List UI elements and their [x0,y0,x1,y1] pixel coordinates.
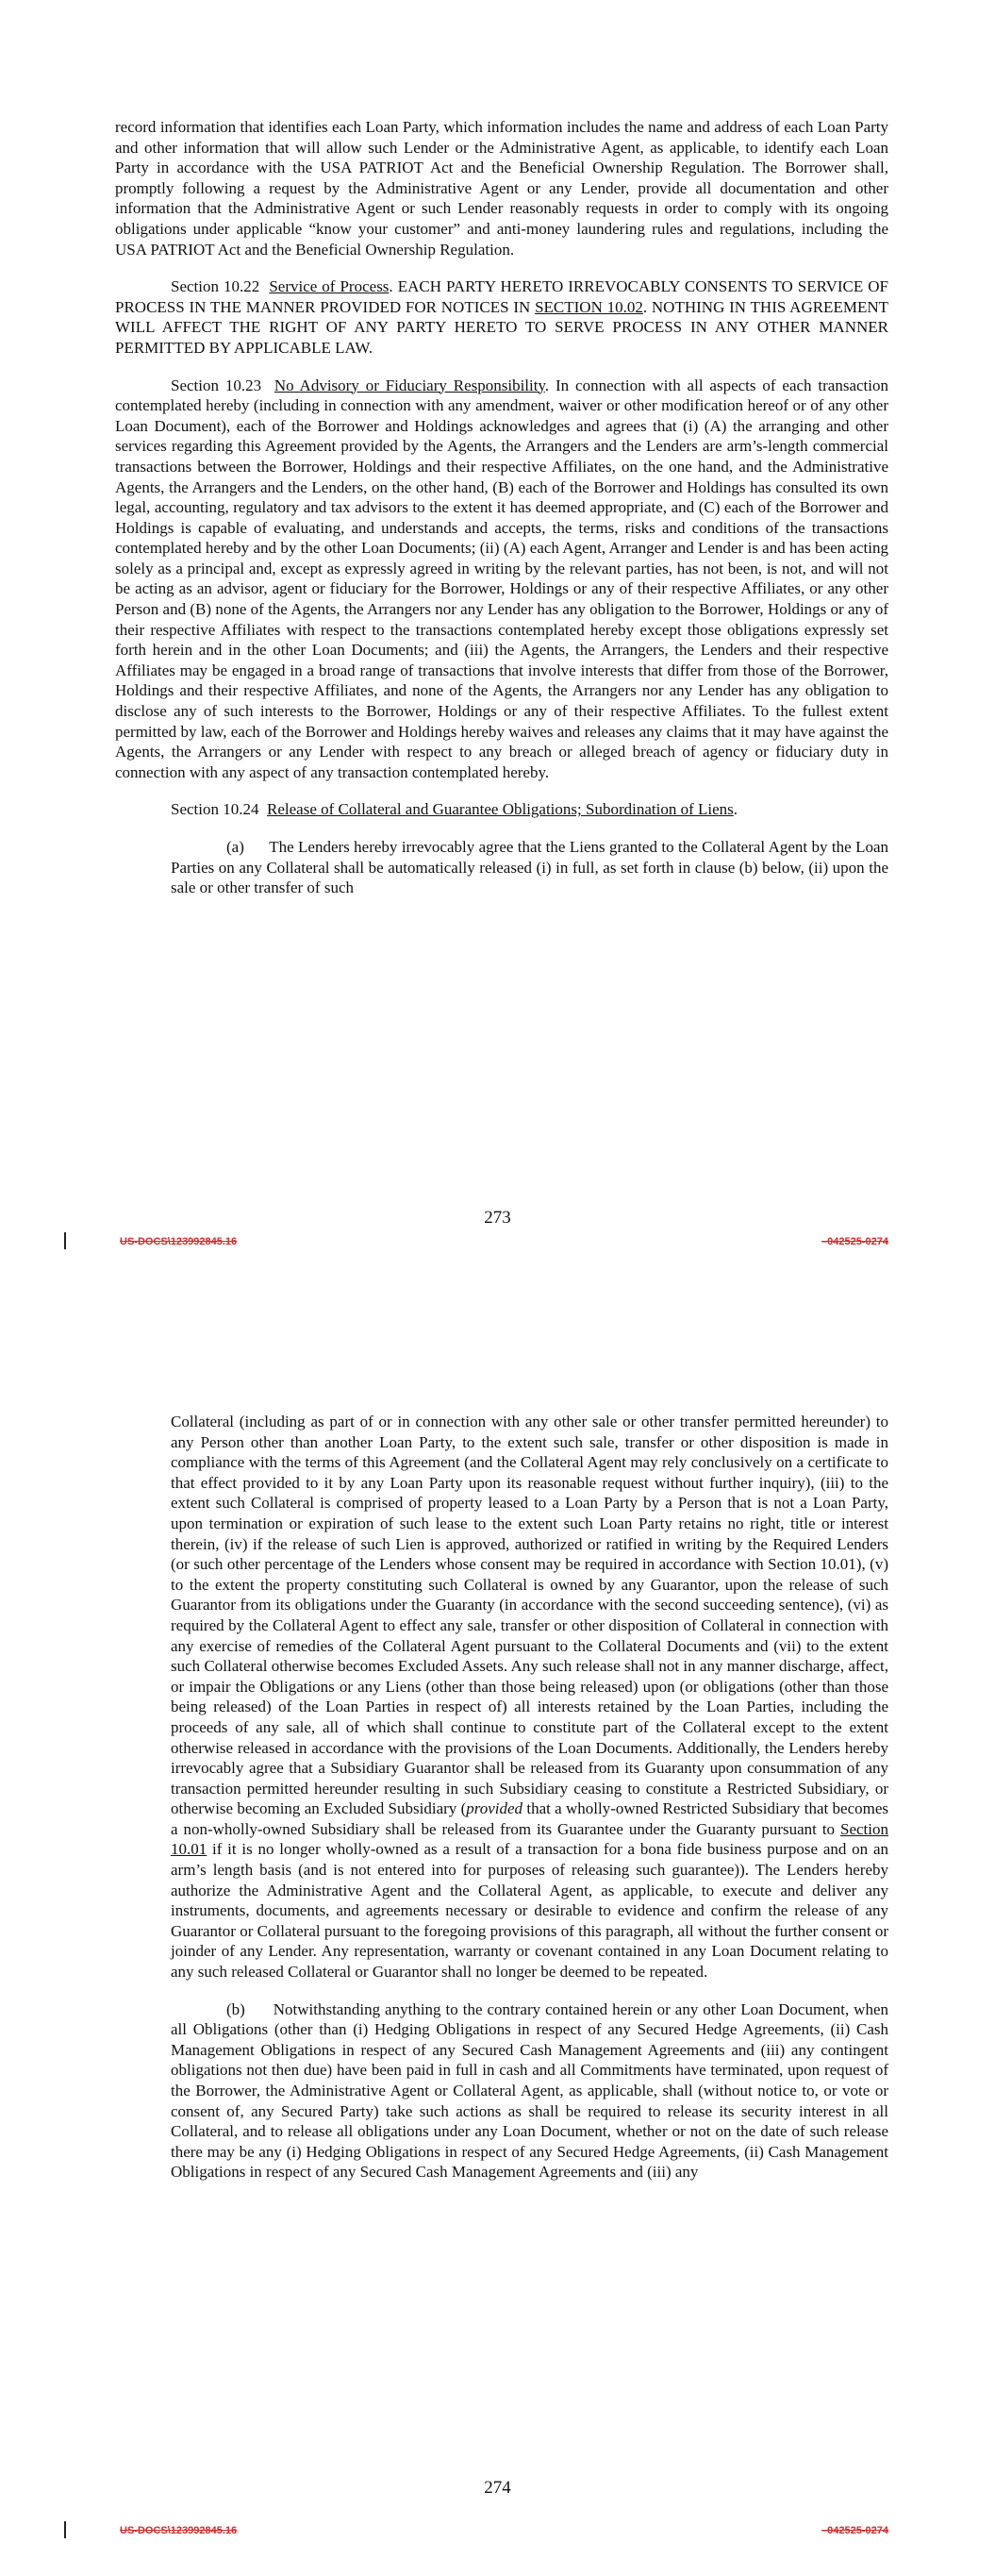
section-title: Release of Collateral and Guarantee Obligations; Subordination of Liens [267,800,734,819]
footer-doc-id: US-DOCS\123992845.16 [120,1236,238,1247]
section-label: Section 10.23 [171,376,262,394]
cross-reference: Section 10.01 [171,1819,888,1859]
section-text: . In connection with all aspects of each transaction contemplated hereby (including in connection with any amendment, waiver or other modification hereof or of any other Loan Document), each of the Borrower and Holdings acknowledges and agrees that (i) (A) the arranging and other services regarding this Agreement provided by the Agents, the Arrangers and the Lenders are arm’s-length commercial transactions between the Borrower, Holdings and their respective Affiliates, on the one hand, and the Administrative Agents, the Arrangers and the Lenders, on the other hand, (B) each of the Borrower and Holdings has consulted its own legal, accounting, regulatory and tax advisors to the extent it has deemed appropriate, and (C) each of the Borrower and Holdings is capable of evaluating, and understands and accepts, the terms, risks and conditions of the transactions contemplated hereby and by the other Loan Documents; (ii) (A) each Agent, Arranger and Lender is and has been acting solely as a principal and, except as expressly agreed in writing by the relevant parties, has not been, is not, and will not be acting as an advisor, agent or fiduciary for the Borrower, Holdings or any of their respective Affiliates, or any other Person and (B) none of the Agents, the Arrangers nor any Lender has any obligation to the Borrower, Holdings or any of their respective Affiliates with respect to the transactions contemplated hereby except those obligations expressly set forth herein and in the other Loan Documents; and (iii) the Agents, the Arrangers, the Lenders and their respective Affiliates may be engaged in a broad range of transactions that involve interests that differ from those of the Borrower, Holdings and their respective Affiliates, and none of the Agents, the Arrangers nor any Lender has any obligation to disclose any of such interests to the Borrower, Holdings or any of their respective Affiliates. To the fullest extent permitted by law, each of the Borrower and Holdings hereby waives and releases any claims that it may have against the Agents, the Arrangers or any Lender with respect to any breach or alleged breach of agency or fiduciary duty in connection with any aspect of any transaction contemplated hereby. [115,376,888,781]
page-body [115,117,888,915]
clause-text: Notwithstanding anything to the contrary contained herein or any other Loan Document, when all Obligations (other than (i) Hedging Obligations in respect of any Secured Hedge Agreements, (ii) Cash Management Obligations in respect of any Secured Cash Management Agreements and (iii) any contingent obligations not then due) have been paid in full in cash and all Commitments have terminated, upon request of the Borrower, the Administrative Agent or Collateral Agent, as applicable, shall (without notice to, or vote or consent of, any Secured Party) take such actions as shall be required to release its security interest in all Collateral, and to release all obligations under any Loan Document, whether or not on the date of such release there may be any (i) Hedging Obligations in respect of any Secured Hedge Agreements, (ii) Cash Management Obligations in respect of any Secured Cash Management Agreements and (iii) any [171,1999,888,2182]
section-10-24 [115,799,888,820]
section-text: . [733,800,738,819]
section-label: Section 10.22 [171,277,260,296]
section-label: Section 10.24 [171,800,259,819]
footer-version: –042525-0274 [821,2525,888,2536]
clause-text: Collateral (including as part of or in connection with any other sale or other transfer permitted hereunder) to any Person other than another Loan Party, to the extent such sale, transfer or other disposition is made in compliance with the terms of this Agreement (and the Collateral Agent may rely conclusively on a certificate to that effect provided to it by any Loan Party upon its reasonable request without further inquiry), (iii) to the extent such Collateral is comprised of property leased to a Loan Party by a Person that is not a Loan Party, upon termination or expiration of such lease to the extent such Loan Party retains no right, title or interest therein, (iv) if the release of such Lien is approved, authorized or ratified in writing by the Required Lenders (or such other percentage of the Lenders whose consent may be required in accordance with Section 10.01), (v) to the extent the property constituting such Collateral is owned by any Guarantor, upon the release of such Guarantor from its obligations under the Guaranty (in accordance with the second succeeding sentence), (vi) as required by the Collateral Agent to effect any sale, transfer or other disposition of Collateral in connection with any exercise of remedies of the Collateral Agent pursuant to the Collateral Documents and (vii) to the extent such Collateral otherwise becomes Excluded Assets. Any such release shall not in any manner discharge, affect, or impair the Obligations or any Liens (other than those being released) upon (or obligations (other than those being released) of the Loan Parties in respect of) all interests retained by the Loan Parties, including the proceeds of any sale, all of which shall continue to constitute part of the Collateral except to the extent otherwise released in accordance with the provisions of the Loan Documents. Additionally, the Lenders hereby irrevocably agree that a Subsidiary Guarantor shall be released from its Guaranty upon consummation of any transaction permitted hereunder resulting in such Subsidiary ceasing to constitute a Restricted Subsidiary, or otherwise becoming an Excluded Subsidiary ( [171,1413,888,1818]
section-10-23 [115,376,888,783]
clause-b [115,1999,888,2183]
section-text: . NOTHING IN THIS AGREEMENT WILL AFFECT THE RIGHT OF ANY PARTY HERETO TO SERVE PROCESS IN ANY OTHER MANNER PERMITTED BY APPLICABLE LAW. [115,297,888,357]
change-bar [64,1232,66,1249]
page-274 [0,1302,995,2576]
cross-reference: SECTION 10.02 [535,297,643,316]
clause-a [115,837,888,898]
clause-label: (b) [226,1999,245,2018]
clause-a-continued [115,1412,888,1982]
paragraph-continued: record information that identifies each Loan Party, which information includes the name and address of each Loan Party and other information that will allow such Lender or the Administrative Agent, as applicable, to identify each Loan Party in accordance with the USA PATRIOT Act and the Beneficial Ownership Regulation. The Borrower shall, promptly following a request by the Administrative Agent or any Lender, provide all documentation and other information that the Administrative Agent or such Lender reasonably requests in order to comply with its ongoing obligations under applicable “know your customer” and anti-money laundering rules and regulations, including the USA PATRIOT Act and the Beneficial Ownership Regulation. [115,118,888,259]
page-number: 273 [484,1208,511,1228]
italic-term: provided [466,1799,523,1818]
clause-label: (a) [226,838,244,856]
section-title: Service of Process [269,277,390,296]
footer-doc-id: US-DOCS\123992845.16 [120,2525,238,2536]
footer-version: –042525-0274 [821,1236,888,1247]
section-title: No Advisory or Fiduciary Responsibility [274,376,545,394]
section-10-22 [115,276,888,358]
page-body [115,1412,888,2200]
page-number: 274 [484,2478,511,2498]
clause-text: The Lenders hereby irrevocably agree that the Liens granted to the Collateral Agent by the Loan Parties on any Collateral shall be automatically released (i) in full, as set forth in clause (b) below, (ii) upon the sale or other transfer of such [171,838,889,897]
clause-text: that a wholly-owned Restricted Subsidiary that becomes a non-wholly-owned Subsidiary shall be released from its Guarantee under the Guaranty pursuant to [171,1799,888,1838]
change-bar [64,2521,66,2538]
clause-text: if it is no longer wholly-owned as a result of a transaction for a bona fide business purpose and on an arm’s length basis (and is not entered into for purposes of releasing such guarantee)). The Lenders hereby authorize the Administrative Agent and the Collateral Agent, as applicable, to execute and deliver any instruments, documents, and agreements necessary or desirable to evidence and confirm the release of any Guarantor or Collateral pursuant to the foregoing provisions of this paragraph, all without the further consent or joinder of any Lender. Any representation, warranty or covenant contained in any Loan Document relating to any such released Collateral or Guarantor shall no longer be deemed to be repeated. [171,1840,888,1982]
section-text: . EACH PARTY HERETO IRREVOCABLY CONSENTS TO SERVICE OF PROCESS IN THE MANNER PROVIDED FOR NOTICES IN [115,277,889,316]
